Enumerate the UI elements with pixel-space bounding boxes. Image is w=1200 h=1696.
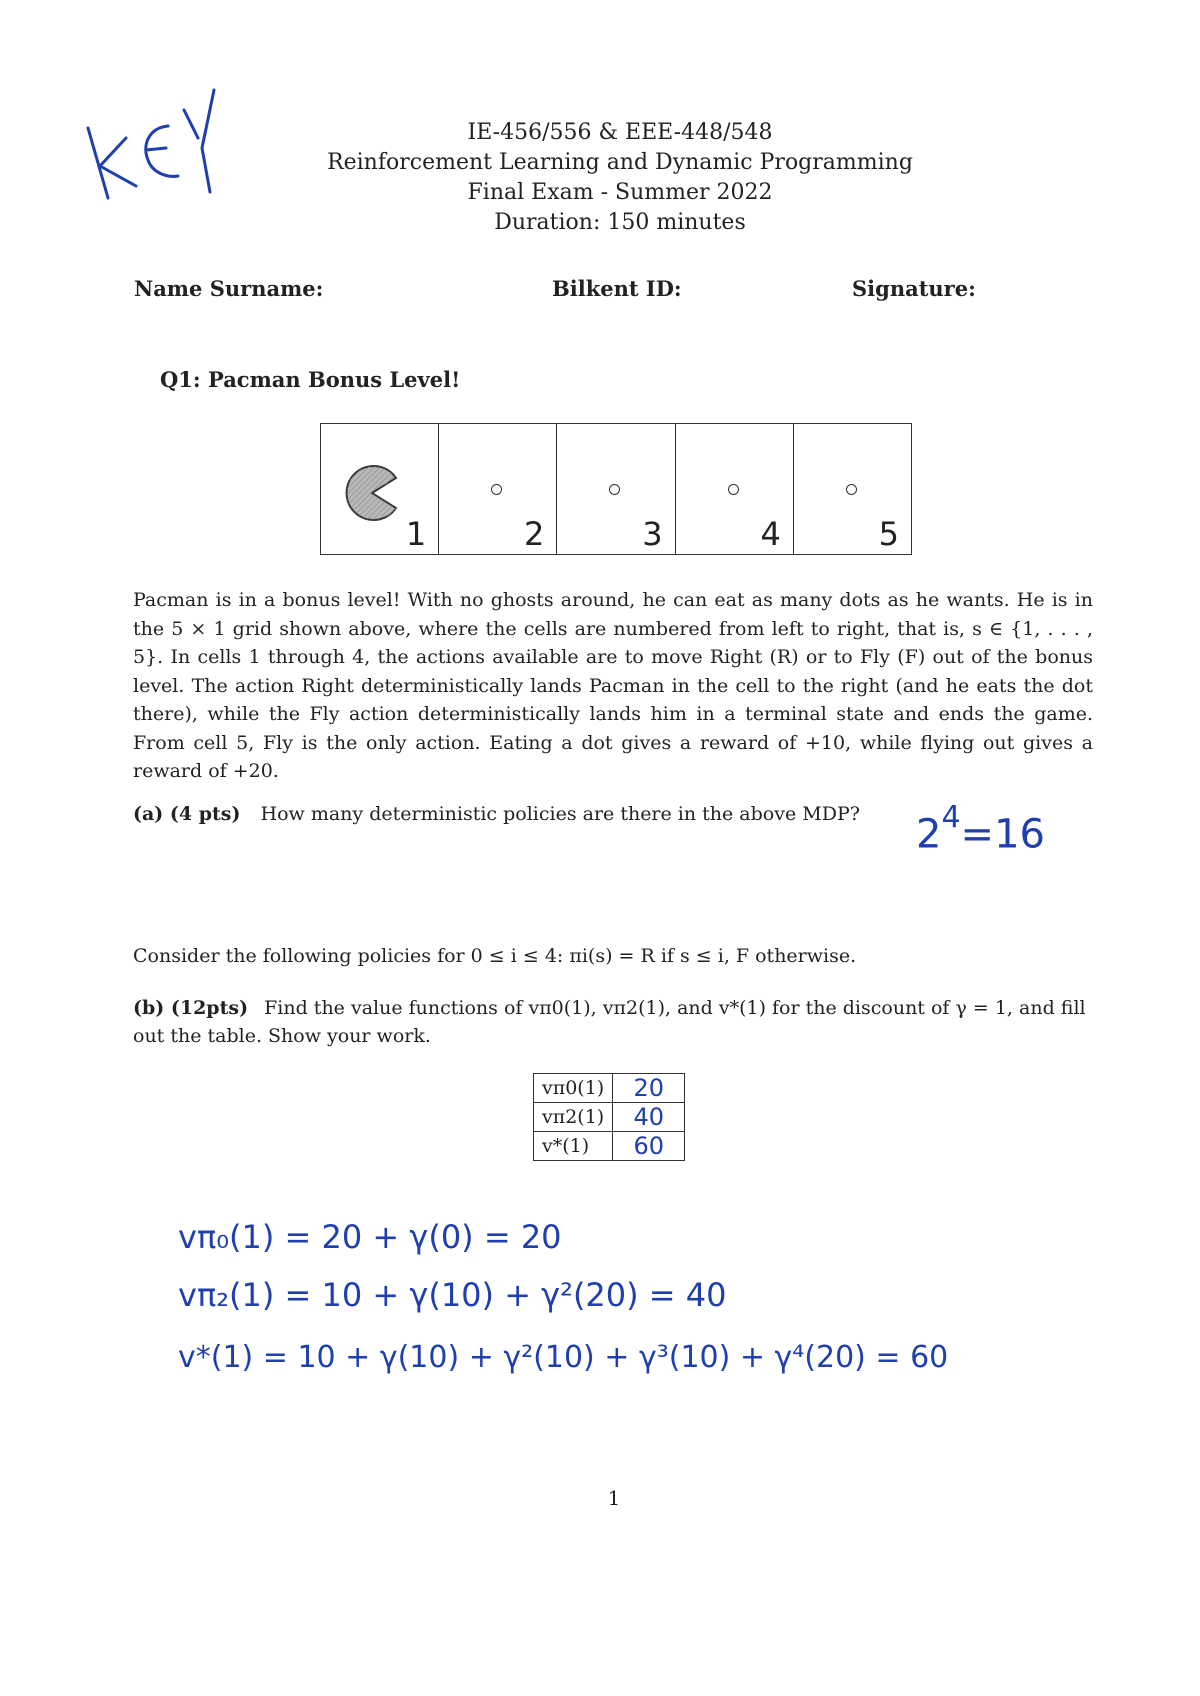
- grid-cell-1: [321, 424, 439, 554]
- dot-icon: [728, 484, 739, 495]
- cell-number: 2: [524, 515, 545, 553]
- answer-exponent: 4: [941, 800, 961, 835]
- page-number: 1: [607, 1486, 621, 1510]
- dot-icon: [846, 484, 857, 495]
- table-row: [534, 1103, 685, 1132]
- exam-duration: Duration: 150 minutes: [494, 210, 746, 235]
- table-row: [534, 1074, 685, 1103]
- value-table: [533, 1073, 685, 1161]
- answer-result: =16: [960, 811, 1045, 858]
- name-surname-label: Name Surname:: [134, 276, 324, 301]
- table-label: vπ2(1): [534, 1103, 613, 1132]
- exam-header: [0, 118, 1200, 238]
- cell-number: 1: [405, 515, 427, 553]
- work-line-3: v*(1) = 10 + γ(10) + γ²(10) + γ³(10) + γ⁴(20) = 60: [178, 1340, 949, 1375]
- grid-cell-2: [439, 424, 557, 554]
- grid-cell-4: [676, 424, 794, 554]
- pacman-icon: [343, 464, 401, 522]
- table-label: v*(1): [534, 1132, 613, 1161]
- grid-cell-3: [557, 424, 675, 554]
- policy-definition: Consider the following policies for 0 ≤ i ≤ 4: πi(s) = R if s ≤ i, F otherwise.: [133, 945, 857, 967]
- dot-icon: [491, 484, 502, 495]
- table-value: 40: [613, 1103, 685, 1132]
- grid-cell-5: [794, 424, 911, 554]
- part-a-question: [133, 803, 860, 825]
- table-row: [534, 1132, 685, 1161]
- bilkent-id-label: Bilkent ID:: [552, 276, 682, 301]
- part-a-text: How many deterministic policies are there in the above MDP?: [260, 803, 860, 825]
- q1-description: Pacman is in a bonus level! With no ghosts around, he can eat as many dots as he wants. He is in the 5 × 1 grid shown above, where the cells are numbered from left to right, that is, s ∈ {1, . . . , 5}. In cells 1 through 4, the actions available are to move Right (R) or to Fly (F) out of the bonus level. The action Right deterministically lands Pacman in the cell to the right (and he eats the dot there), while the Fly action deterministically lands him in a terminal state and ends the game. From cell 5, Fly is the only action. Eating a dot gives a reward of +10, while flying out gives a reward of +20.: [133, 589, 1093, 782]
- table-value: 20: [613, 1074, 685, 1103]
- table-label: vπ0(1): [534, 1074, 613, 1103]
- part-b-question: [133, 994, 1093, 1050]
- part-b-label: (b) (12pts): [133, 997, 249, 1019]
- cell-number: 3: [642, 515, 663, 553]
- pacman-grid: [320, 423, 912, 555]
- work-line-1: vπ₀(1) = 20 + γ(0) = 20: [178, 1218, 562, 1256]
- dot-icon: [609, 484, 620, 495]
- answer-base: 2: [916, 811, 942, 858]
- q1-title: Q1: Pacman Bonus Level!: [160, 367, 461, 392]
- cell-number: 5: [878, 515, 900, 553]
- course-code: IE-456/556 & EEE-448/548: [467, 120, 773, 145]
- exam-title: Final Exam - Summer 2022: [467, 180, 773, 205]
- part-b-text: Find the value functions of vπ0(1), vπ2(1), and v*(1) for the discount of γ = 1, and fill out the table. Show your work.: [133, 997, 1086, 1047]
- table-value: 60: [613, 1132, 685, 1161]
- course-title: Reinforcement Learning and Dynamic Programming: [327, 150, 913, 175]
- part-a-handwritten-answer: [916, 800, 1045, 858]
- signature-label: Signature:: [852, 276, 976, 301]
- work-line-2: vπ₂(1) = 10 + γ(10) + γ²(20) = 40: [178, 1276, 727, 1314]
- cell-number: 4: [760, 515, 781, 553]
- part-a-label: (a) (4 pts): [133, 803, 241, 825]
